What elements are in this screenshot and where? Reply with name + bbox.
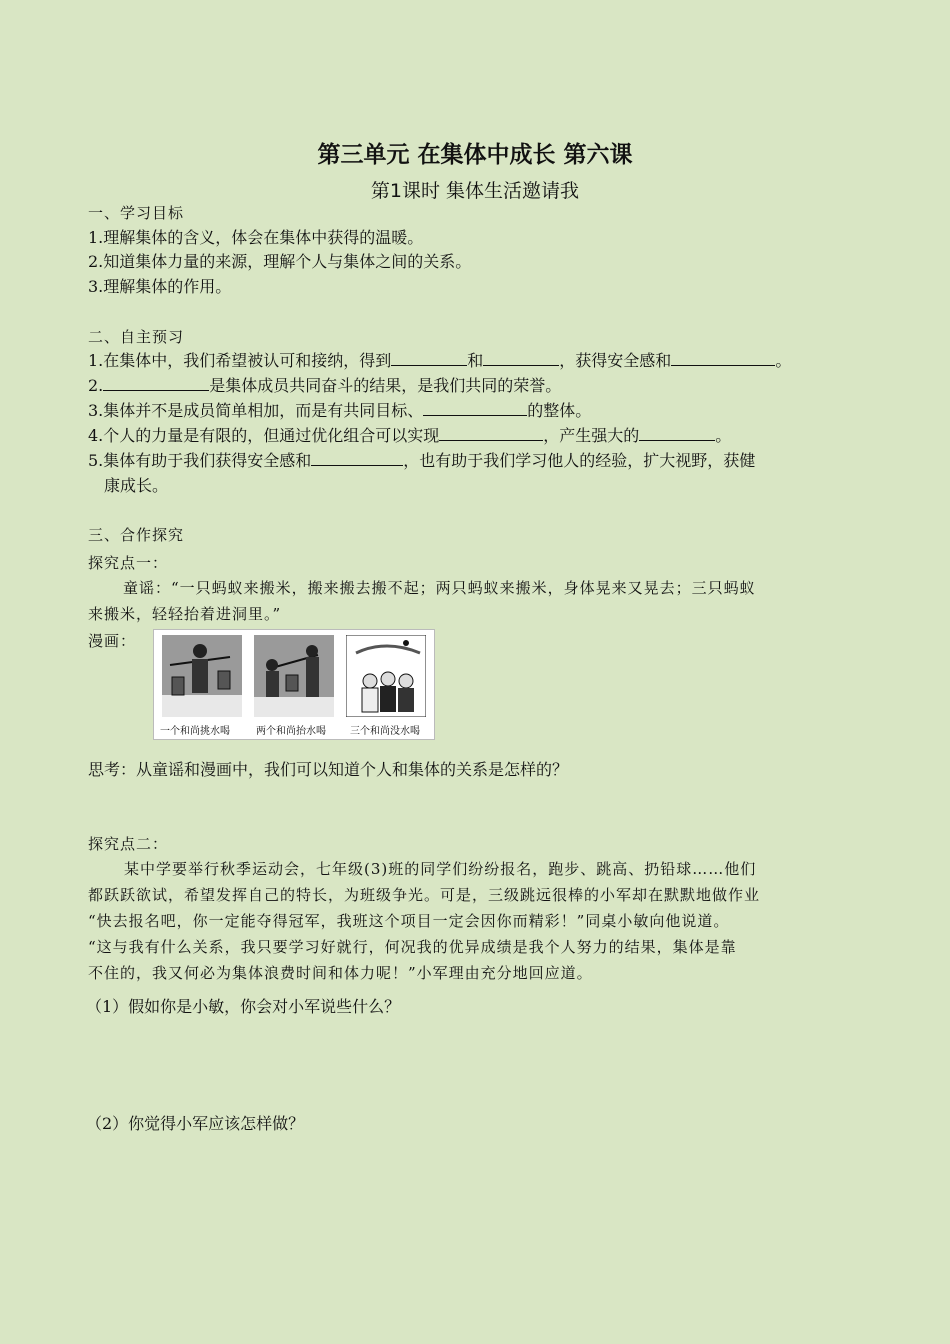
question-text: 。 [775,351,792,370]
goal-item: 2.知道集体力量的来源，理解个人与集体之间的关系。 [88,252,472,271]
story-paragraph: “这与我有什么关系，我只要学习好就行，何况我的优异成绩是我个人努力的结果，集体是靠 [88,938,737,956]
page-title: 第三单元 在集体中成长 第六课 [317,142,633,168]
preview-question-4 [88,425,731,447]
goal-item: 3.理解集体的作用。 [88,277,232,296]
nursery-rhyme: 来搬米，轻轻抬着进洞里。” [88,605,282,623]
preview-question-5 [88,450,755,472]
goal-item: 1.理解集体的含义，体会在集体中获得的温暖。 [88,228,424,247]
three-monks-panel [346,635,426,717]
page-subtitle: 第1课时 集体生活邀请我 [370,180,580,202]
story-paragraph: “快去报名吧，你一定能夺得冠军，我班这个项目一定会因你而精彩！”同桌小敏向他说道。 [88,912,730,930]
preview-question-2 [88,375,561,397]
answer-blank[interactable] [103,376,209,391]
question-text: ，获得安全感和 [559,351,672,370]
story-paragraph: 某中学要举行秋季运动会，七年级(3)班的同学们纷纷报名，跑步、跳高、扔铅球……他们 [124,860,757,878]
nursery-rhyme: 童谣：“一只蚂蚁来搬米，搬来搬去搬不起；两只蚂蚁来搬米，身体晃来又晃去；三只蚂蚁 [123,579,756,597]
story-paragraph: 不住的，我又何必为集体浪费时间和体力呢！”小军理由充分地回应道。 [88,964,593,982]
question-text: ，产生强大的 [543,426,640,445]
explore-point-2-label: 探究点二： [88,835,169,853]
answer-blank[interactable] [439,426,543,441]
story-paragraph: 都跃跃欲试，希望发挥自己的特长，为班级争光。可是，三级跳远很棒的小军却在默默地做作业 [88,886,761,904]
section-heading-preview: 二、自主预习 [88,328,185,346]
answer-blank[interactable] [423,401,527,416]
comic-caption: 两个和尚抬水喝 [256,726,326,737]
answer-blank[interactable] [311,451,403,466]
question-text: 2. [88,376,104,395]
question-text: 5.集体有助于我们获得安全感和 [88,451,312,470]
comic-label: 漫画： [88,632,137,650]
answer-blank[interactable] [391,351,467,366]
section-heading-explore: 三、合作探究 [88,526,185,544]
answer-blank[interactable] [639,426,715,441]
preview-question-1 [88,350,791,372]
answer-blank[interactable] [671,351,775,366]
section-heading-goals: 一、学习目标 [88,204,185,222]
explore-question-2: （2）你觉得小军应该怎样做？ [86,1114,305,1133]
explore-point-1-label: 探究点一： [88,554,169,572]
comic-caption: 三个和尚没水喝 [350,726,420,737]
preview-question-3 [88,400,591,422]
explore-question-1: （1）假如你是小敏，你会对小军说些什么？ [86,997,401,1016]
think-question: 思考：从童谣和漫画中，我们可以知道个人和集体的关系是怎样的？ [88,760,569,779]
three-monks-comic [153,629,435,740]
question-text: 康成长。 [104,476,169,495]
answer-blank[interactable] [483,351,559,366]
two-monks-panel [254,635,334,717]
question-text: 的整体。 [527,401,592,420]
question-text: 是集体成员共同奋斗的结果，是我们共同的荣誉。 [209,376,562,395]
question-text: 1.在集体中，我们希望被认可和接纳，得到 [88,351,392,370]
question-text: ，也有助于我们学习他人的经验，扩大视野，获健 [403,451,756,470]
question-text: 4.个人的力量是有限的，但通过优化组合可以实现 [88,426,440,445]
question-text: 和 [467,351,484,370]
comic-caption: 一个和尚挑水喝 [160,726,230,737]
one-monk-panel [162,635,242,717]
question-text: 3.集体并不是成员简单相加，而是有共同目标、 [88,401,424,420]
question-text: 。 [715,426,732,445]
